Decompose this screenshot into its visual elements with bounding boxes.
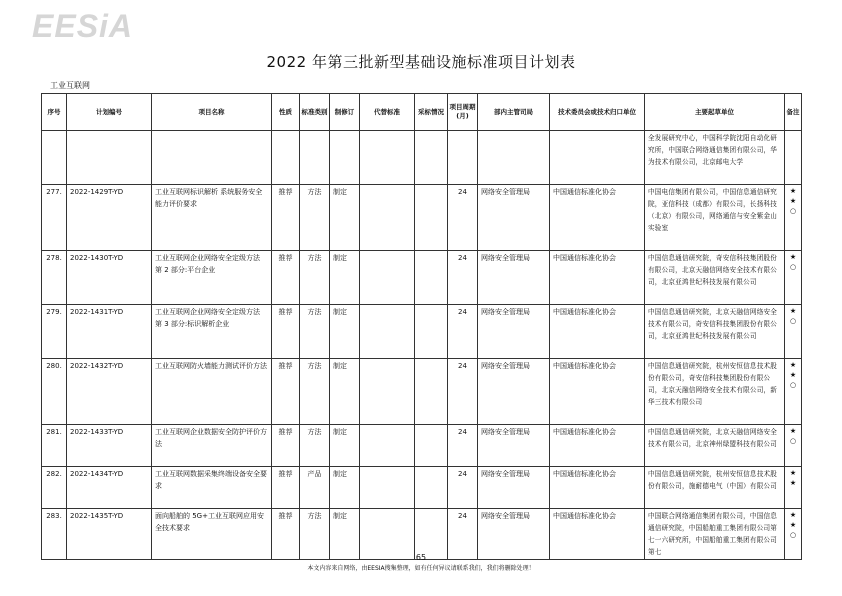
seq-cell: 282. (42, 467, 67, 509)
standards-plan-table (41, 93, 802, 560)
seq-cell: 281. (42, 425, 67, 467)
adopt-cell (415, 509, 448, 560)
name-cell: 工业互联网防火墙能力测试评价方法 (152, 359, 272, 425)
drafter-cell: 中国信息通信研究院，北京天融信网络安全技术有限公司，北京神州绿盟科技有限公司 (645, 425, 785, 467)
star-mark-icon: ★ (789, 469, 797, 477)
col-header-nature: 性质 (272, 94, 300, 131)
revise-cell: 制定 (330, 425, 360, 467)
cycle-cell: 24 (448, 359, 478, 425)
table-row (42, 509, 802, 560)
committee-cell: 中国通信标准化协会 (550, 305, 645, 359)
remark-cell (785, 185, 802, 251)
std-type-cell: 方法 (300, 509, 330, 560)
col-header-replaced: 代替标准 (360, 94, 415, 131)
star-mark-icon: ★ (789, 371, 797, 379)
std-type-cell: 方法 (300, 185, 330, 251)
nature-cell: 推荐 (272, 359, 300, 425)
std-type-cell: 方法 (300, 359, 330, 425)
circle-mark-icon: ○ (789, 207, 797, 215)
seq-cell: 283. (42, 509, 67, 560)
page-title: 2022 年第三批新型基础设施标准项目计划表 (266, 53, 576, 71)
name-cell: 工业互联网标识解析 系统服务安全能力评价要求 (152, 185, 272, 251)
drafter-cell: 中国电信集团有限公司，中国信息通信研究院，亚信科技（成都）有限公司，长扬科技（北京）有限公司，网络通信与安全紫金山实验室 (645, 185, 785, 251)
col-header-revise: 制修订 (330, 94, 360, 131)
nature-cell: 推荐 (272, 305, 300, 359)
adopt-cell (415, 425, 448, 467)
eesia-logo: EESiA (32, 8, 134, 44)
footer-note: 本文内容来自网络，由EESIA搜集整理，如有任何异议请联系我们，我们将删除处理！ (307, 565, 535, 572)
dept-cell: 网络安全管理局 (478, 467, 550, 509)
cycle-cell: 24 (448, 467, 478, 509)
star-mark-icon: ★ (789, 187, 797, 195)
name-cell: 工业互联网企业网络安全定级方法 第 3 部分:标识解析企业 (152, 305, 272, 359)
name-cell: 面向船舶的 5G+工业互联网应用安全技术要求 (152, 509, 272, 560)
table-row (42, 425, 802, 467)
col-header-std-type: 标准类别 (300, 94, 330, 131)
seq-cell: 277. (42, 185, 67, 251)
std-type-cell: 产品 (300, 467, 330, 509)
committee-cell: 中国通信标准化协会 (550, 251, 645, 305)
table-row (42, 251, 802, 305)
nature-cell: 推荐 (272, 467, 300, 509)
nature-cell: 推荐 (272, 185, 300, 251)
col-header-remark: 备注 (785, 94, 802, 131)
col-header-cycle: 项目周期(月) (448, 94, 478, 131)
page-number: 65 (415, 553, 427, 562)
dept-cell: 网络安全管理局 (478, 185, 550, 251)
replaced-cell (360, 305, 415, 359)
revise-cell: 制定 (330, 467, 360, 509)
committee-cell: 中国通信标准化协会 (550, 509, 645, 560)
replaced-cell (360, 185, 415, 251)
revise-cell: 制定 (330, 509, 360, 560)
col-header-seq: 序号 (42, 94, 67, 131)
table-row (42, 185, 802, 251)
revise-cell: 制定 (330, 305, 360, 359)
drafter-cell: 中国信息通信研究院，杭州安恒信息技术股份有限公司，施耐德电气（中国）有限公司 (645, 467, 785, 509)
committee-cell: 中国通信标准化协会 (550, 467, 645, 509)
star-mark-icon: ★ (789, 361, 797, 369)
replaced-cell (360, 425, 415, 467)
committee-cell: 中国通信标准化协会 (550, 185, 645, 251)
plan-no-cell: 2022-1434T-YD (67, 467, 152, 509)
replaced-cell (360, 509, 415, 560)
remark-cell (785, 509, 802, 560)
star-mark-icon: ★ (789, 197, 797, 205)
circle-mark-icon: ○ (789, 317, 797, 325)
remark-cell (785, 305, 802, 359)
replaced-cell (360, 251, 415, 305)
dept-cell: 网络安全管理局 (478, 509, 550, 560)
circle-mark-icon: ○ (789, 263, 797, 271)
committee-cell: 中国通信标准化协会 (550, 425, 645, 467)
drafter-cell: 中国信息通信研究院，北京天融信网络安全技术有限公司，奇安信科技集团股份有限公司，北京亚鸿世纪科技发展有限公司 (645, 305, 785, 359)
dept-cell: 网络安全管理局 (478, 305, 550, 359)
drafter-cell: 中国信息通信研究院，奇安信科技集团股份有限公司，北京天融信网络安全技术有限公司，北京亚鸿世纪科技发展有限公司 (645, 251, 785, 305)
seq-cell: 278. (42, 251, 67, 305)
cycle-cell: 24 (448, 425, 478, 467)
col-header-adopt: 采标情况 (415, 94, 448, 131)
plan-no-cell: 2022-1432T-YD (67, 359, 152, 425)
remark-cell (785, 359, 802, 425)
cycle-cell: 24 (448, 509, 478, 560)
revise-cell: 制定 (330, 185, 360, 251)
star-mark-icon: ★ (789, 479, 797, 487)
nature-cell: 推荐 (272, 251, 300, 305)
table-header-row (42, 94, 802, 131)
star-mark-icon: ★ (789, 253, 797, 261)
committee-cell: 中国通信标准化协会 (550, 359, 645, 425)
col-header-plan-no: 计划编号 (67, 94, 152, 131)
cycle-cell: 24 (448, 305, 478, 359)
col-header-drafter: 主要起草单位 (645, 94, 785, 131)
plan-no-cell: 2022-1430T-YD (67, 251, 152, 305)
circle-mark-icon: ○ (789, 381, 797, 389)
adopt-cell (415, 305, 448, 359)
plan-no-cell: 2022-1431T-YD (67, 305, 152, 359)
drafter-cell: 中国信息通信研究院，杭州安恒信息技术股份有限公司，奇安信科技集团股份有限公司，北京天融信网络安全技术有限公司，新华三技术有限公司 (645, 359, 785, 425)
dept-cell: 网络安全管理局 (478, 425, 550, 467)
adopt-cell (415, 185, 448, 251)
table-row (42, 467, 802, 509)
drafter-cell: 中国联合网络通信集团有限公司，中国信息通信研究院，中国船舶重工集团有限公司第七一六研究所，中国船舶重工集团有限公司第七 (645, 509, 785, 560)
star-mark-icon: ★ (789, 307, 797, 315)
adopt-cell (415, 467, 448, 509)
circle-mark-icon: ○ (789, 437, 797, 445)
seq-cell: 280. (42, 359, 67, 425)
table-row (42, 305, 802, 359)
col-header-committee: 技术委员会或技术归口单位 (550, 94, 645, 131)
nature-cell: 推荐 (272, 425, 300, 467)
plan-no-cell: 2022-1433T-YD (67, 425, 152, 467)
name-cell: 工业互联网企业网络安全定级方法 第 2 部分:平台企业 (152, 251, 272, 305)
plan-no-cell: 2022-1435T-YD (67, 509, 152, 560)
nature-cell: 推荐 (272, 509, 300, 560)
std-type-cell: 方法 (300, 305, 330, 359)
star-mark-icon: ★ (789, 511, 797, 519)
table-row-continuation (42, 131, 802, 185)
seq-cell: 279. (42, 305, 67, 359)
dept-cell: 网络安全管理局 (478, 359, 550, 425)
col-header-name: 项目名称 (152, 94, 272, 131)
std-type-cell: 方法 (300, 251, 330, 305)
section-label: 工业互联网 (50, 81, 90, 90)
remark-cell (785, 251, 802, 305)
replaced-cell (360, 359, 415, 425)
col-header-dept: 部内主管司局 (478, 94, 550, 131)
adopt-cell (415, 359, 448, 425)
plan-no-cell: 2022-1429T-YD (67, 185, 152, 251)
star-mark-icon: ★ (789, 521, 797, 529)
star-mark-icon: ★ (789, 427, 797, 435)
revise-cell: 制定 (330, 359, 360, 425)
remark-cell (785, 467, 802, 509)
std-type-cell: 方法 (300, 425, 330, 467)
revise-cell: 制定 (330, 251, 360, 305)
adopt-cell (415, 251, 448, 305)
circle-mark-icon: ○ (789, 531, 797, 539)
drafter-cell: 全发展研究中心，中国科学院沈阳自动化研究所，中国联合网络通信集团有限公司，华为技术有限公司，北京邮电大学 (645, 131, 785, 185)
dept-cell: 网络安全管理局 (478, 251, 550, 305)
name-cell: 工业互联网数据采集终端设备安全要求 (152, 467, 272, 509)
table-row (42, 359, 802, 425)
replaced-cell (360, 467, 415, 509)
cycle-cell: 24 (448, 185, 478, 251)
cycle-cell: 24 (448, 251, 478, 305)
name-cell: 工业互联网企业数据安全防护评价方法 (152, 425, 272, 467)
remark-cell (785, 425, 802, 467)
